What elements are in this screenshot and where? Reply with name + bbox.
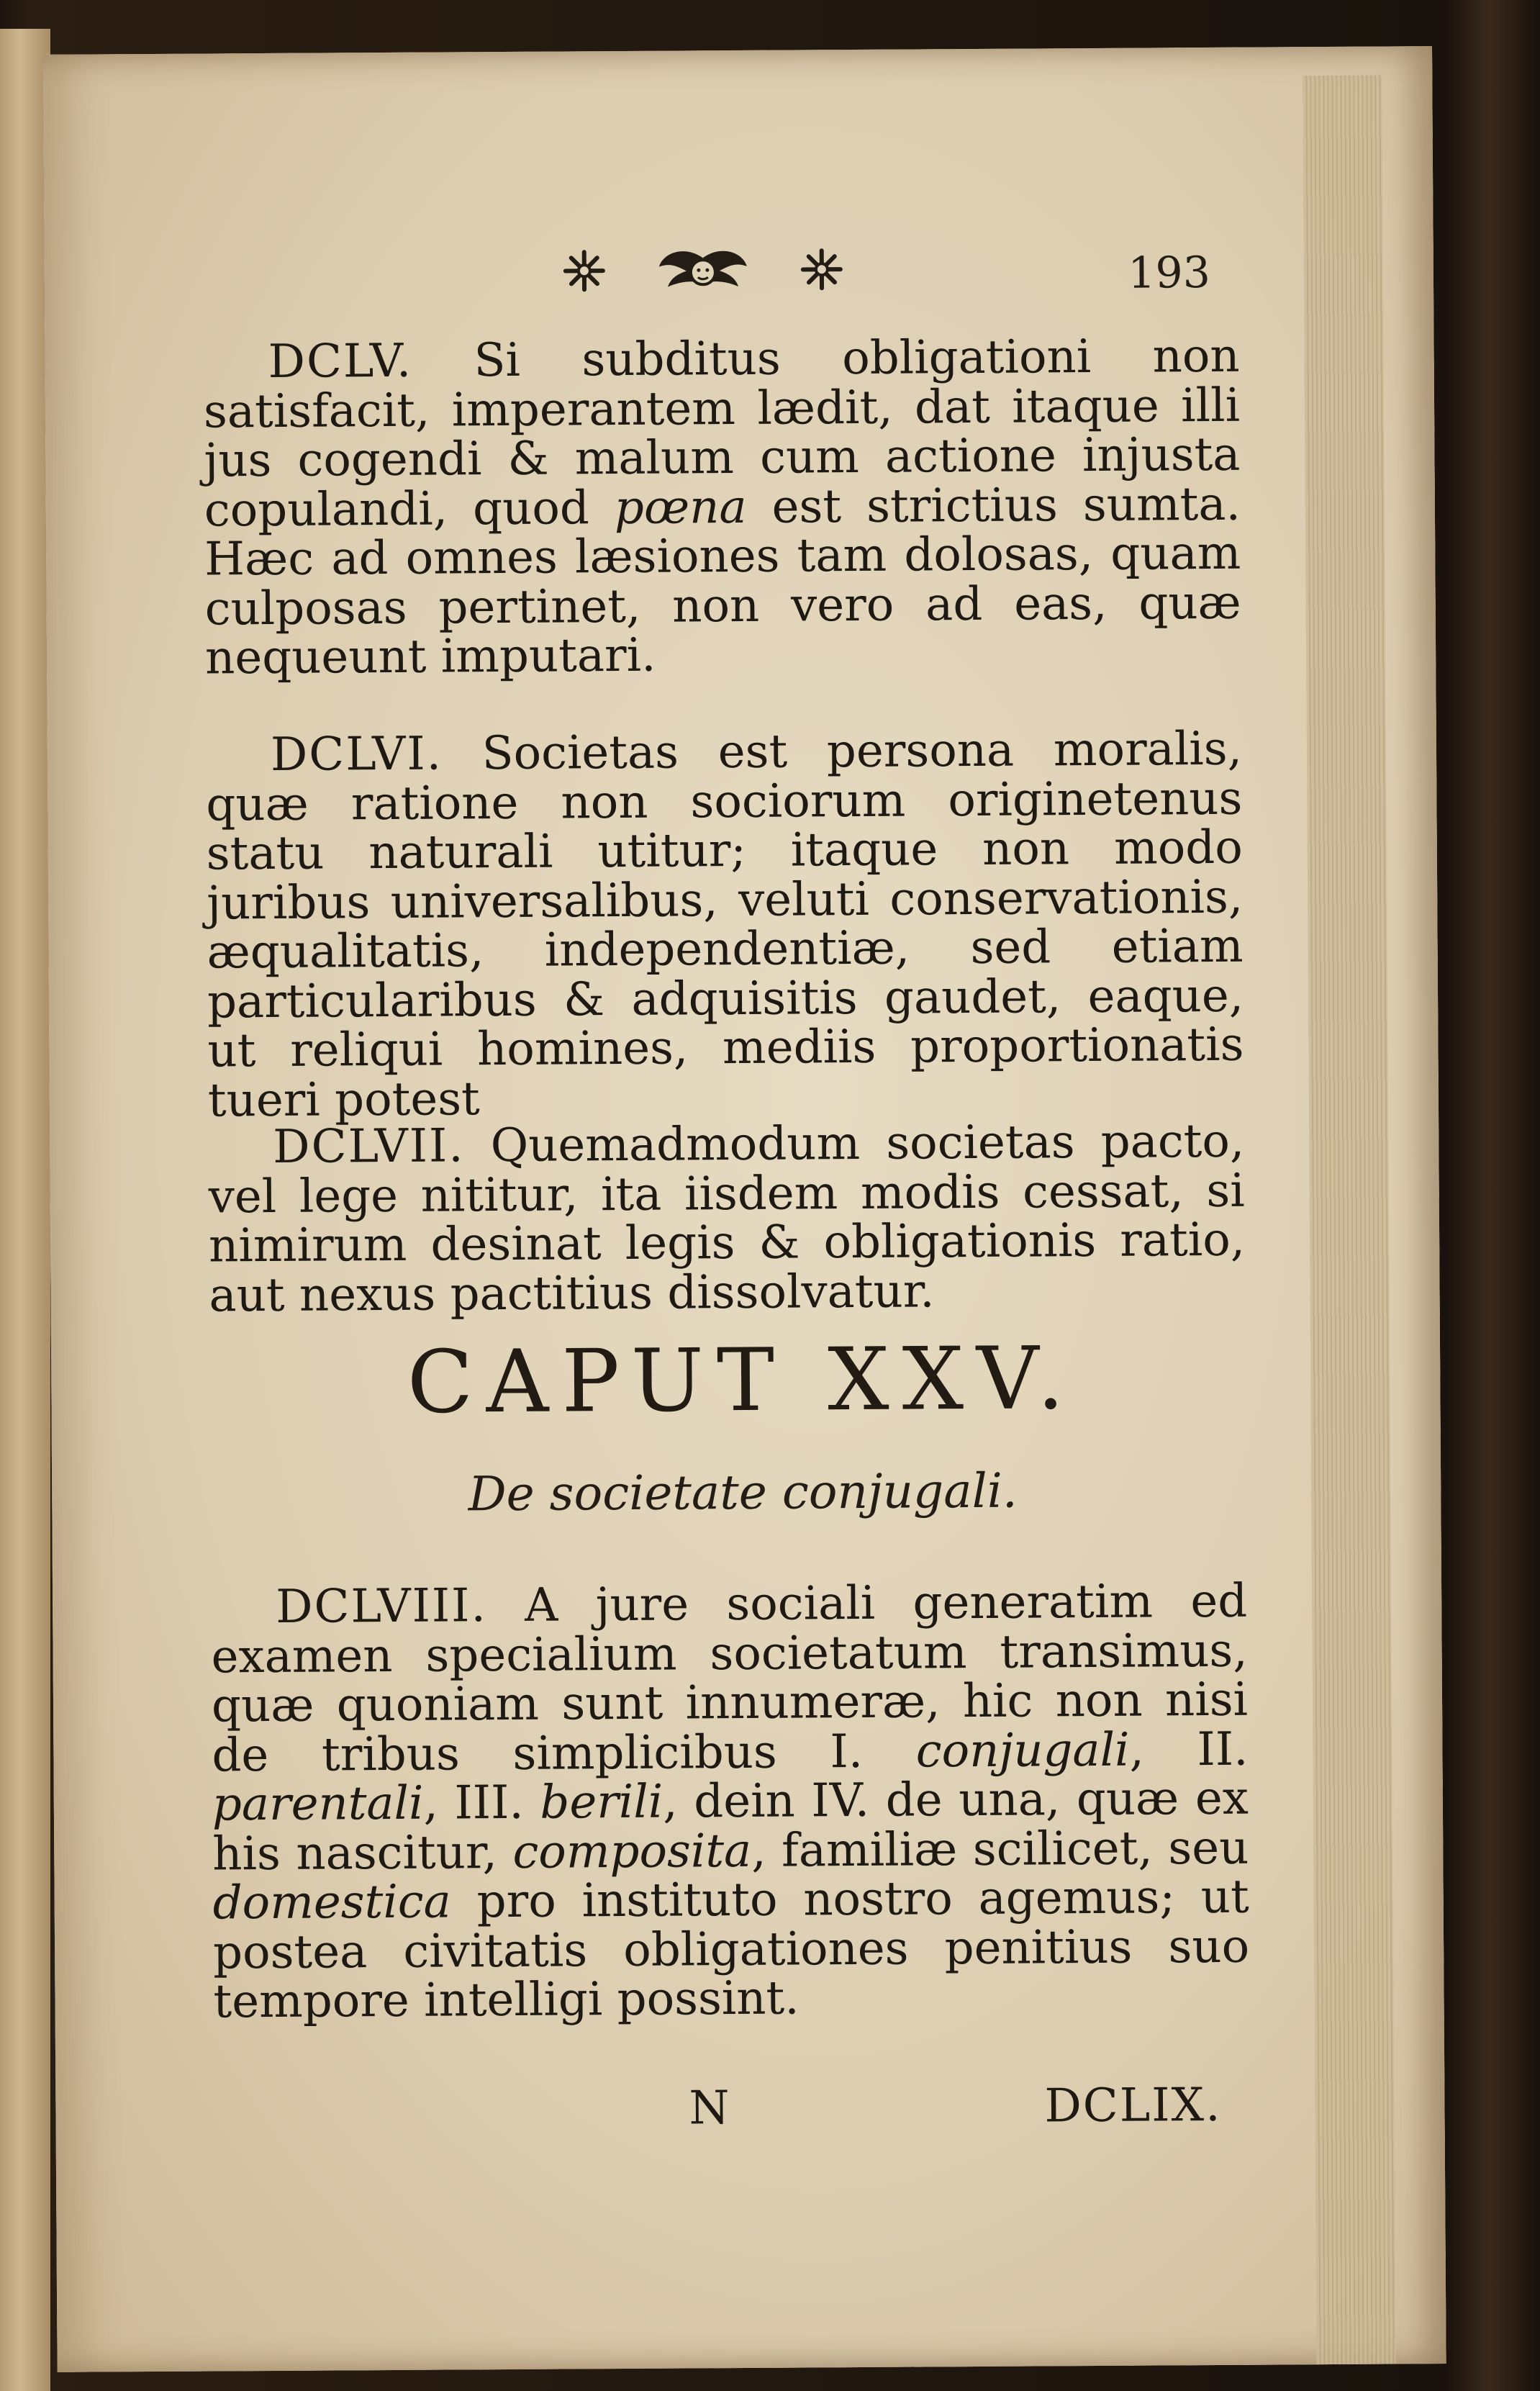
page-footer <box>214 2078 1250 2145</box>
book-page <box>43 46 1446 2372</box>
paragraph-number: DCLV. <box>268 334 413 389</box>
paragraph-number: DCLVI. <box>270 727 443 782</box>
paragraph-text: est strictius sumta. Hæc ad omnes læsiones tam dolosas, quam culposas pertinet, non vero ad eas, quæ nequeunt imputari. <box>204 477 1241 685</box>
paragraph-text: , dein IV. de una, quæ ex his nascitur, <box>212 1771 1249 1881</box>
paragraph-text-italic: parentali <box>212 1776 424 1832</box>
paragraph-text: Quemadmodum societas pacto, vel lege nititur, ita iisdem modis cessat, si nimirum desinat legis & obligationis ratio, aut nexus pactitius dissolvatur. <box>208 1114 1246 1323</box>
page-stack-edges <box>1303 76 1395 2365</box>
paragraph-text-italic: domestica <box>212 1875 452 1930</box>
paragraph-text: , II. <box>1129 1722 1249 1777</box>
paragraph-dclv <box>203 329 1241 685</box>
paragraph-text: , III. <box>423 1776 540 1830</box>
paragraph-text: A jure sociali generatim ed examen specialium societatum transimus, quæ quoniam sunt innumeræ, hic non nisi de tribus simplicibus I. <box>211 1574 1249 1783</box>
paragraph-text-italic: pœna <box>614 480 747 535</box>
paragraph-dclvii <box>208 1114 1246 1323</box>
facing-page-edge <box>0 29 50 2391</box>
signature-mark: N <box>689 2082 730 2135</box>
paragraph-number: DCLVII. <box>273 1119 465 1174</box>
paragraph-text-italic: conjugali <box>915 1723 1130 1778</box>
catchword: DCLIX. <box>1044 2078 1222 2133</box>
chapter-title: CAPUT XXV. <box>407 1329 1078 1433</box>
paragraph-text-italic: composita <box>512 1824 752 1879</box>
paragraph-text-italic: berili <box>540 1775 663 1830</box>
star-ornament-icon <box>563 249 606 292</box>
paragraph-dclvi <box>206 722 1244 1128</box>
paragraph-text: Si subditus obligationi non satisfacit, imperantem lædit, dat itaque illi jus cogendi & malum cum actione injusta copulandi, quod <box>203 329 1241 538</box>
paragraph-text: pro instituto nostro agemus; ut postea civitatis obligationes penitius suo tempore intelligi possint. <box>212 1870 1250 2029</box>
header-ornament <box>563 244 843 296</box>
chapter-subtitle: De societate conjugali. <box>468 1463 1018 1522</box>
paragraph-text: , familiæ scilicet, seu <box>751 1821 1249 1878</box>
page-number: 193 <box>1128 247 1211 299</box>
paragraph-number: DCLVIII. <box>275 1579 488 1634</box>
running-header <box>548 242 1240 318</box>
paragraph-dclviii <box>211 1574 1250 2029</box>
star-ornament-icon <box>800 248 843 291</box>
paragraph-text: Societas est persona moralis, quæ ratione non sociorum originetenus statu naturali utitur; itaque non modo juribus universalibus, veluti conservationis, æqualitatis, independentiæ, sed etiam particularibus & adquisitis gaudet, eaque, ut reliqui homines, mediis proportionatis tueri potest <box>206 722 1244 1128</box>
winged-head-ornament-icon <box>656 245 750 296</box>
